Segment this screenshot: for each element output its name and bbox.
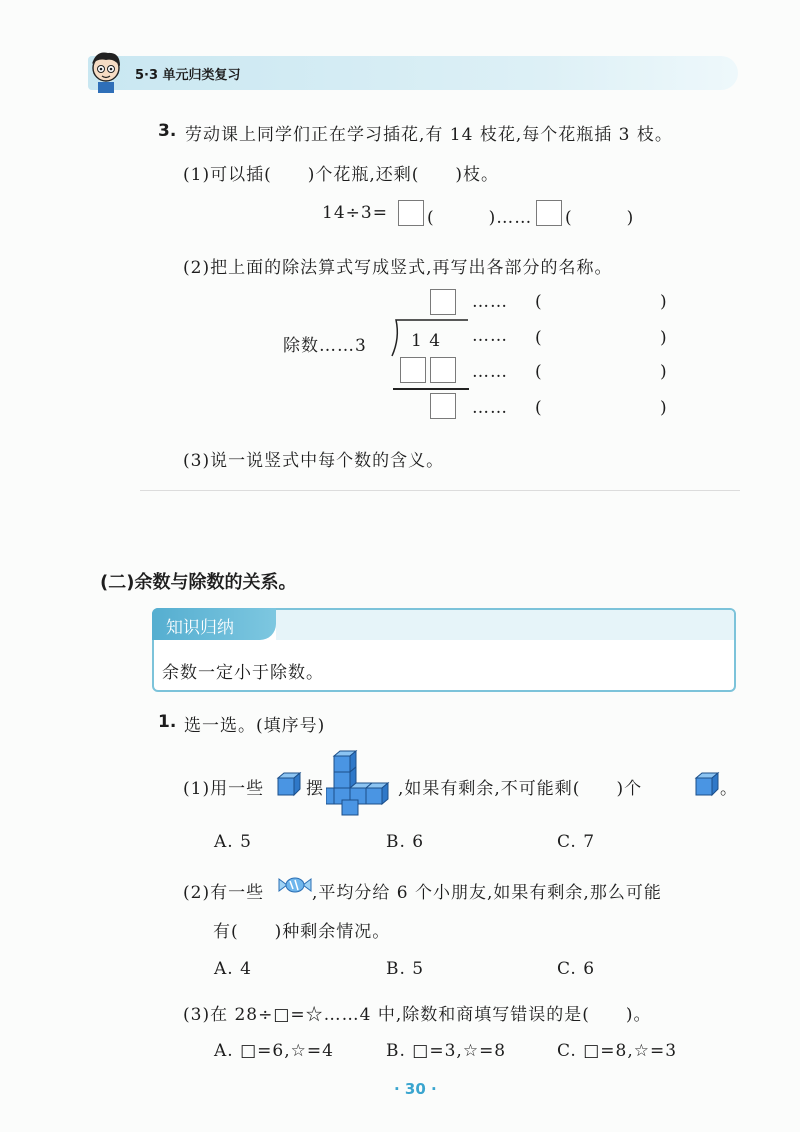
question-stem: 劳动课上同学们正在学习插花,有 14 枝花,每个花瓶插 3 枝。 [185, 125, 673, 145]
page-number: · 30 · [394, 1080, 437, 1098]
paren-close: ) [660, 328, 668, 348]
option-b[interactable]: B. □=3,☆=8 [386, 1041, 507, 1061]
dots: …… [472, 326, 508, 346]
option-c[interactable]: C. □=8,☆=3 [557, 1041, 678, 1061]
option-b[interactable]: B. 6 [386, 832, 425, 852]
division-line [393, 388, 469, 390]
dots: …… [472, 398, 508, 418]
option-a[interactable]: A. 5 [214, 832, 252, 852]
product-box[interactable] [430, 357, 456, 383]
paren-open: ( [535, 362, 543, 382]
equation-paren-2: ( ) [565, 208, 635, 228]
equation-left: 14÷3= [322, 203, 388, 223]
cube-icon [276, 771, 302, 797]
paren-open: ( [535, 398, 543, 418]
mascot-icon [86, 48, 126, 94]
paren-close: ) [660, 362, 668, 382]
option-c[interactable]: C. 6 [557, 959, 596, 979]
equation-paren-1: ( )…… [427, 208, 533, 228]
option-c[interactable]: C. 7 [557, 832, 596, 852]
dots: …… [472, 362, 508, 382]
dots: …… [472, 292, 508, 312]
subquestion-1-part-c: ,如果有剩余,不可能剩( )个 [398, 779, 643, 799]
knowledge-tag-label: 知识归纳 [166, 618, 234, 638]
paren-open: ( [535, 328, 543, 348]
candy-icon [277, 873, 313, 897]
option-b[interactable]: B. 5 [386, 959, 425, 979]
header-title: 5·3 单元归类复习 [135, 68, 241, 83]
option-a[interactable]: A. 4 [214, 959, 252, 979]
paren-open: ( [535, 292, 543, 312]
subquestion-2-part-c: 有( )种剩余情况。 [213, 922, 391, 942]
quotient-box[interactable] [430, 289, 456, 315]
paren-close: ) [660, 398, 668, 418]
question-stem: 选一选。(填序号) [184, 716, 326, 736]
question-number: 1. [158, 712, 177, 732]
dividend: 1 4 [411, 331, 442, 351]
paren-close: ) [660, 292, 668, 312]
subquestion-1: (1)可以插( )个花瓶,还剩( )枝。 [183, 165, 500, 185]
section-title: (二)余数与除数的关系。 [100, 572, 297, 593]
product-box[interactable] [400, 357, 426, 383]
question-number: 3. [158, 121, 177, 141]
cube-stack-icon [326, 750, 398, 816]
subquestion-1-part-d: 。 [720, 779, 738, 799]
divisor-label: 除数……3 [283, 336, 367, 356]
subquestion-3: (3)在 28÷□=☆……4 中,除数和商填写错误的是( )。 [183, 1005, 652, 1025]
remainder-box[interactable] [430, 393, 456, 419]
answer-box[interactable] [398, 200, 424, 226]
subquestion-1-part-b: 摆 [306, 779, 324, 799]
option-a[interactable]: A. □=6,☆=4 [214, 1041, 334, 1061]
cube-icon [694, 771, 720, 797]
answer-box[interactable] [536, 200, 562, 226]
subquestion-1-part-a: (1)用一些 [183, 779, 265, 799]
knowledge-text: 余数一定小于除数。 [162, 663, 324, 683]
subquestion-2: (2)把上面的除法算式写成竖式,再写出各部分的名称。 [183, 258, 613, 278]
subquestion-2-part-a: (2)有一些 [183, 883, 265, 903]
subquestion-2-part-b: ,平均分给 6 个小朋友,如果有剩余,那么可能 [312, 883, 662, 903]
knowledge-stripe [276, 610, 734, 640]
section-divider [140, 490, 740, 491]
subquestion-3: (3)说一说竖式中每个数的含义。 [183, 451, 445, 471]
